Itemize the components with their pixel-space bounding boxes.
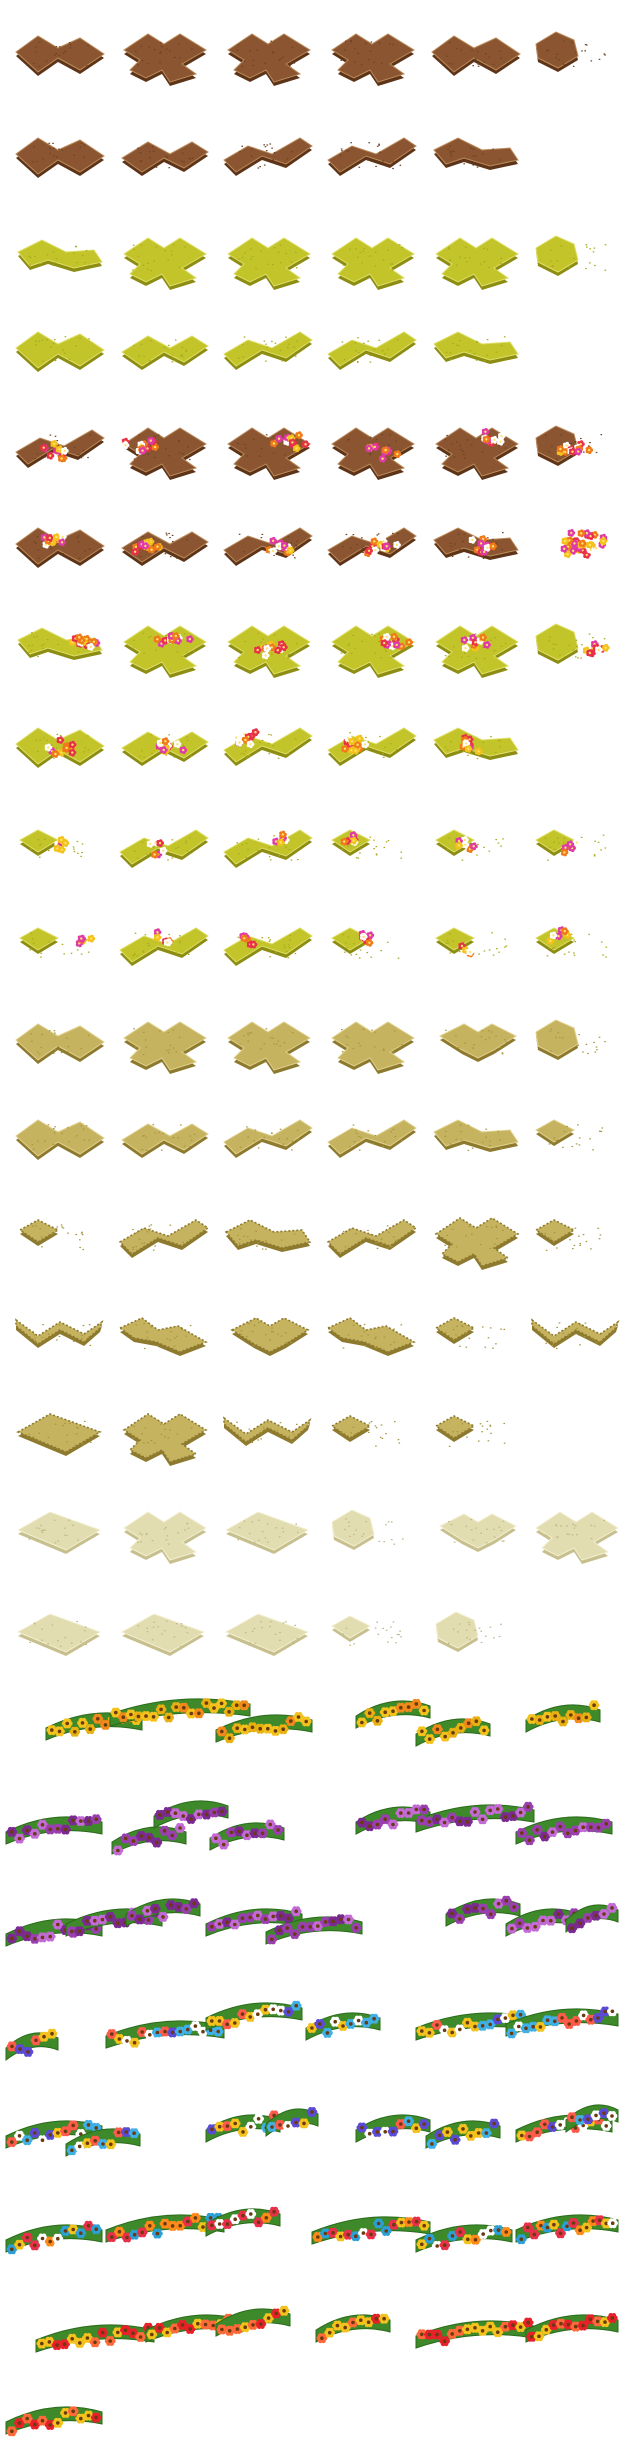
tile-7-3[interactable] [326,718,422,782]
flower-bed-4-5[interactable] [420,2102,506,2158]
flower-bed-7-0[interactable] [0,2388,108,2444]
tile-1-1[interactable] [118,128,214,192]
tile-12-1[interactable] [118,1210,214,1274]
flower-bed-3-0[interactable] [0,2014,64,2070]
tile-14-4[interactable] [430,1406,526,1470]
tile-2-4[interactable] [430,230,526,294]
tile-14-1[interactable] [118,1406,214,1470]
tile-5-0[interactable] [14,518,110,582]
tile-10-0[interactable] [14,1014,110,1078]
tile-12-4[interactable] [430,1210,526,1274]
tile-8-3[interactable] [326,820,422,884]
tile-0-5[interactable] [530,26,624,90]
tile-3-4[interactable] [430,322,526,386]
tile-4-4[interactable] [430,420,526,484]
tile-15-4[interactable] [430,1504,526,1568]
tile-11-0[interactable] [14,1110,110,1174]
flower-icon [62,839,70,847]
flower-icon [573,839,581,847]
tile-13-5[interactable] [530,1308,624,1372]
tile-14-3[interactable] [326,1406,422,1470]
flower-bed-3-3[interactable] [300,1994,386,2050]
tile-8-4[interactable] [430,820,526,884]
tile-6-3[interactable] [326,618,422,682]
tile-10-5[interactable] [530,1014,624,1078]
tile-15-3[interactable] [326,1504,422,1568]
flower-bed-1-6[interactable] [510,1798,618,1854]
tile-12-5[interactable] [530,1210,624,1274]
tile-9-4[interactable] [430,918,526,982]
tile-15-1[interactable] [118,1504,214,1568]
tile-13-2[interactable] [222,1308,318,1372]
flower-bed-5-5[interactable] [510,2196,624,2252]
tile-8-1[interactable] [118,820,214,884]
tile-13-1[interactable] [118,1308,214,1372]
tile-0-4[interactable] [430,26,526,90]
tile-4-0[interactable] [14,420,110,484]
flower-bed-0-4[interactable] [410,1700,496,1756]
tile-8-2[interactable] [222,820,318,884]
tile-5-2[interactable] [222,518,318,582]
tile-15-5[interactable] [530,1504,624,1568]
flower-icon [366,939,374,947]
tile-3-2[interactable] [222,322,318,386]
tile-1-3[interactable] [326,128,422,192]
tile-4-3[interactable] [326,420,422,484]
tile-15-0[interactable] [14,1504,110,1568]
flower-bed-6-5[interactable] [520,2296,624,2352]
tile-10-4[interactable] [430,1014,526,1078]
tile-9-0[interactable] [14,918,110,982]
flower-icon [302,440,310,448]
tile-6-1[interactable] [118,618,214,682]
tile-0-2[interactable] [222,26,318,90]
flower-bed-5-2[interactable] [200,2190,286,2246]
tile-8-0[interactable] [14,820,110,884]
flower-bed-5-4[interactable] [410,2206,518,2262]
flower-icon [295,431,303,439]
tile-15-2[interactable] [222,1504,318,1568]
tile-2-3[interactable] [326,230,422,294]
tile-9-5[interactable] [530,918,624,982]
tile-16-2[interactable] [222,1606,318,1670]
tile-0-3[interactable] [326,26,422,90]
flower-icon [154,933,162,941]
tile-16-0[interactable] [14,1606,110,1670]
flower-bed-4-3[interactable] [260,2090,324,2146]
tile-8-5[interactable] [530,820,624,884]
tile-7-1[interactable] [118,718,214,782]
flower-bed-3-2[interactable] [200,1984,308,2040]
flower-bed-4-7[interactable] [560,2086,624,2142]
tile-3-3[interactable] [326,322,422,386]
tile-11-4[interactable] [430,1110,526,1174]
flower-icon [470,842,478,850]
tile-11-5[interactable] [530,1110,624,1174]
flower-bed-0-2[interactable] [210,1696,318,1752]
flower-bed-3-5[interactable] [500,1990,624,2046]
flower-icon [602,644,610,652]
tile-2-5[interactable] [530,230,624,294]
tile-12-0[interactable] [14,1210,110,1274]
tile-13-3[interactable] [326,1308,422,1372]
tile-7-4[interactable] [430,718,526,782]
tile-1-0[interactable] [14,128,110,192]
tile-10-2[interactable] [222,1014,318,1078]
flower-bed-2-2[interactable] [120,1880,206,1936]
tile-4-5[interactable] [530,420,624,484]
flower-bed-2-7[interactable] [560,1886,624,1942]
tile-5-1[interactable] [118,518,214,582]
tile-3-1[interactable] [118,322,214,386]
tile-16-3[interactable] [326,1606,422,1670]
tile-12-3[interactable] [326,1210,422,1274]
tile-7-2[interactable] [222,718,318,782]
tile-9-1[interactable] [118,918,214,982]
flower-bed-1-3[interactable] [204,1804,290,1860]
tile-2-1[interactable] [118,230,214,294]
flower-icon [586,446,594,454]
tile-10-3[interactable] [326,1014,422,1078]
flower-icon [252,728,260,736]
tile-11-1[interactable] [118,1110,214,1174]
tile-12-2[interactable] [222,1210,318,1274]
tile-14-0[interactable] [14,1406,110,1470]
flower-bed-1-0[interactable] [0,1798,108,1854]
tile-14-2[interactable] [222,1406,318,1470]
flower-icon [568,529,576,537]
tile-6-4[interactable] [430,618,526,682]
tile-10-1[interactable] [118,1014,214,1078]
tile-5-5[interactable] [530,518,624,582]
flower-bed-2-4[interactable] [260,1898,368,1954]
tile-6-0[interactable] [14,618,110,682]
flower-bed-6-3[interactable] [310,2296,396,2352]
tile-2-2[interactable] [222,230,318,294]
tile-9-2[interactable] [222,918,318,982]
tile-13-0[interactable] [14,1308,110,1372]
tile-16-4[interactable] [430,1606,526,1670]
tile-7-0[interactable] [14,718,110,782]
flower-bed-5-0[interactable] [0,2206,108,2262]
tile-11-2[interactable] [222,1110,318,1174]
tile-3-0[interactable] [14,322,110,386]
tile-9-3[interactable] [326,918,422,982]
tile-6-2[interactable] [222,618,318,682]
tile-4-2[interactable] [222,420,318,484]
flower-bed-4-1[interactable] [60,2110,146,2166]
flower-icon [88,935,96,943]
tile-5-3[interactable] [326,518,422,582]
tile-0-1[interactable] [118,26,214,90]
flower-bed-0-5[interactable] [520,1686,606,1742]
tile-4-1[interactable] [118,420,214,484]
flower-bed-6-2[interactable] [210,2290,296,2346]
tile-5-4[interactable] [430,518,526,582]
tile-16-1[interactable] [118,1606,214,1670]
tile-2-0[interactable] [14,230,110,294]
tile-0-0[interactable] [14,26,110,90]
tile-11-3[interactable] [326,1110,422,1174]
tile-13-4[interactable] [430,1308,526,1372]
tile-1-2[interactable] [222,128,318,192]
tile-6-5[interactable] [530,618,624,682]
tile-1-4[interactable] [430,128,526,192]
